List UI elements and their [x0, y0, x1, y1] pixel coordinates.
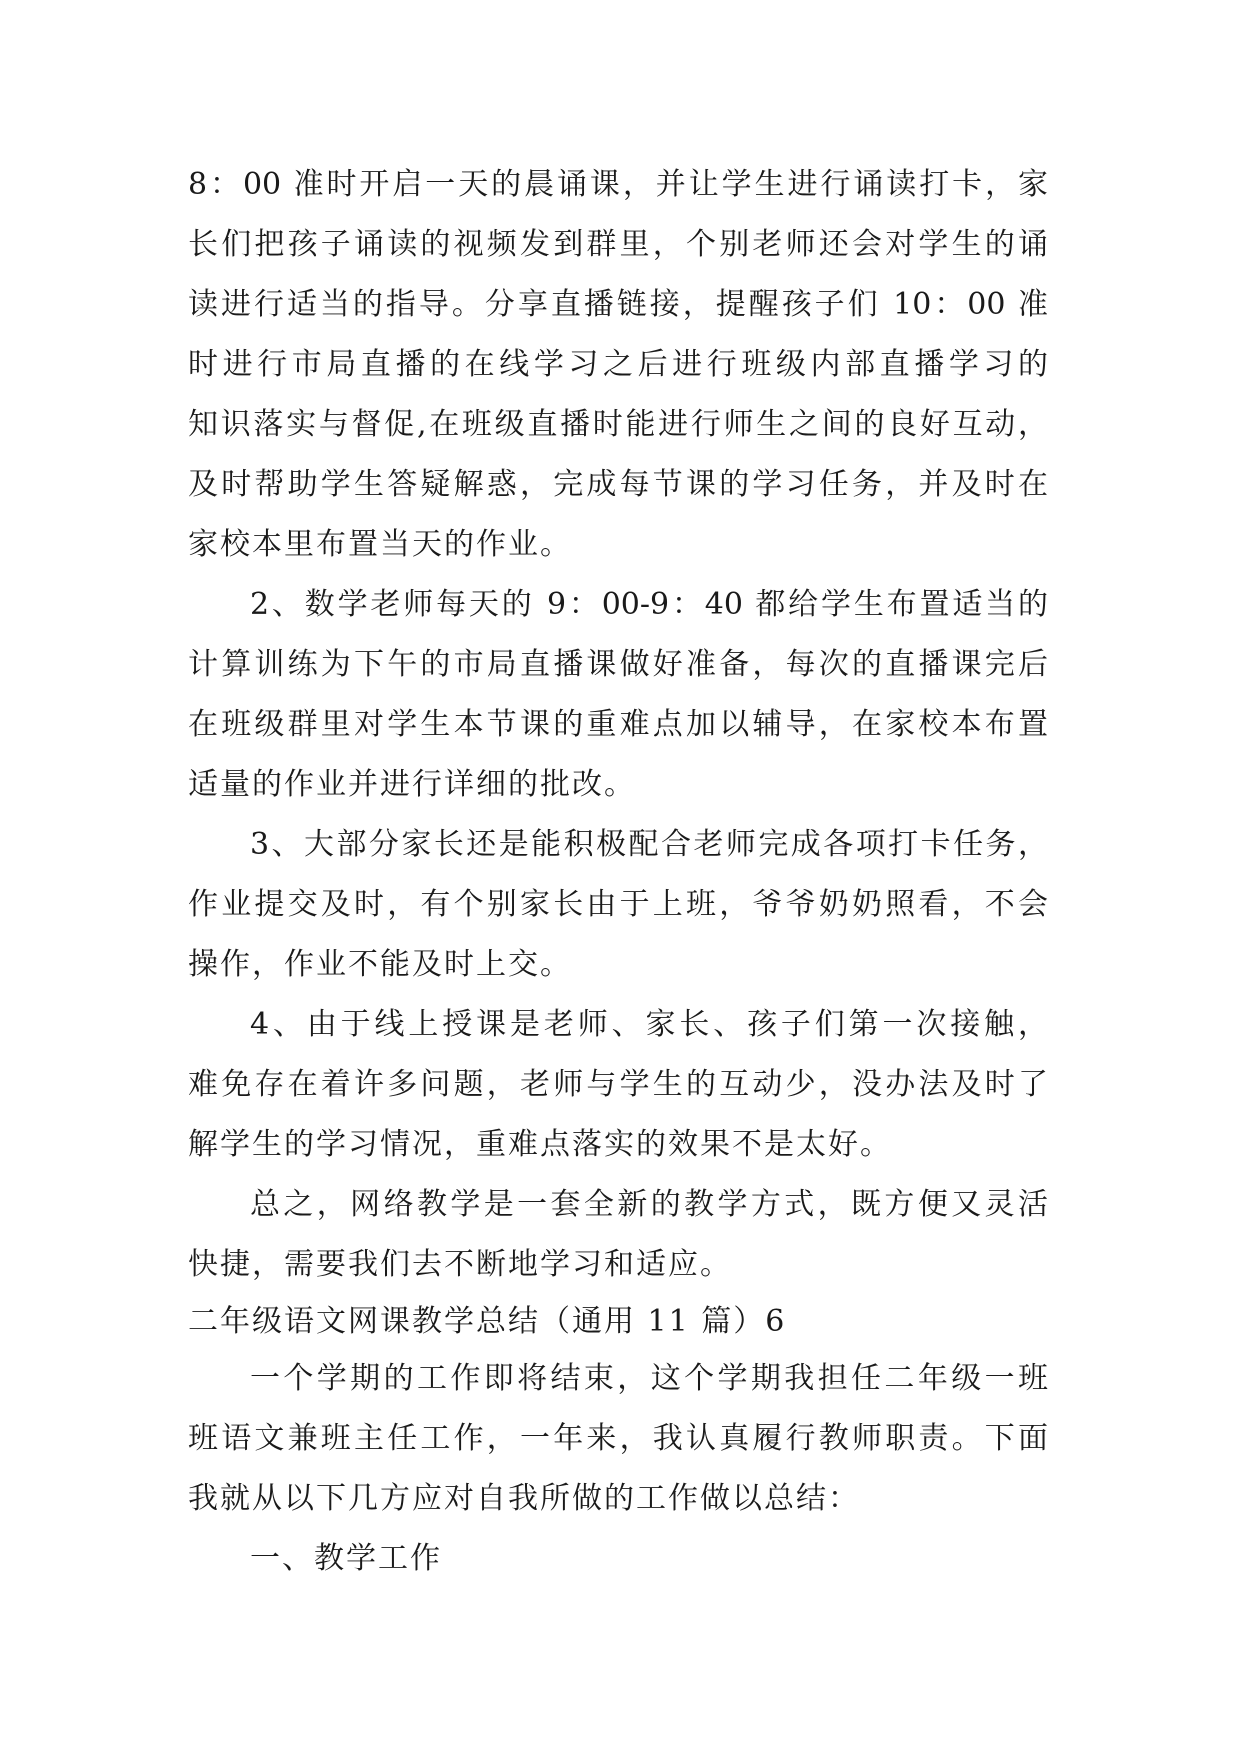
text-line: 难免存在着许多问题，老师与学生的互动少，没办法及时了 [188, 1067, 1048, 1102]
text-line: 总之，网络教学是一套全新的教学方式，既方便又灵活 [250, 1187, 1048, 1222]
paragraph-1 [188, 155, 1048, 575]
text-line: 家校本里布置当天的作业。 [188, 527, 572, 562]
text-line: 我就从以下几方应对自我所做的工作做以总结： [188, 1481, 860, 1516]
paragraph-5 [188, 1175, 1048, 1295]
text-line: 4、由于线上授课是老师、家长、孩子们第一次接触， [250, 1007, 1048, 1042]
section-title: 二年级语文网课教学总结（通用 11 篇）6 [188, 1304, 787, 1339]
text-line: 班语文兼班主任工作，一年来，我认真履行教师职责。下面 [188, 1421, 1048, 1456]
text-line: 操作，作业不能及时上交。 [188, 947, 572, 982]
text-line: 作业提交及时，有个别家长由于上班，爷爷奶奶照看，不会 [188, 887, 1048, 922]
text-line: 长们把孩子诵读的视频发到群里，个别老师还会对学生的诵 [188, 227, 1048, 262]
text-line: 适量的作业并进行详细的批改。 [188, 767, 636, 802]
text-line: 知识落实与督促,在班级直播时能进行师生之间的良好互动， [188, 407, 1048, 442]
text-line: 一个学期的工作即将结束，这个学期我担任二年级一班 [250, 1361, 1048, 1396]
text-line: 2、数学老师每天的 9：00-9：40 都给学生布置适当的 [250, 587, 1048, 622]
document-body [188, 155, 1048, 1589]
text-line: 3、大部分家长还是能积极配合老师完成各项打卡任务， [250, 827, 1048, 862]
text-line: 在班级群里对学生本节课的重难点加以辅导，在家校本布置 [188, 707, 1048, 742]
text-line: 时进行市局直播的在线学习之后进行班级内部直播学习的 [188, 347, 1048, 382]
paragraph-3 [188, 815, 1048, 995]
text-line: 8：00 准时开启一天的晨诵课，并让学生进行诵读打卡，家 [188, 167, 1048, 202]
paragraph-2 [188, 575, 1048, 815]
subheading: 一、教学工作 [250, 1541, 442, 1576]
text-line: 快捷，需要我们去不断地学习和适应。 [188, 1247, 732, 1282]
paragraph-6 [188, 1349, 1048, 1529]
text-line: 读进行适当的指导。分享直播链接，提醒孩子们 10：00 准 [188, 287, 1048, 322]
paragraph-4 [188, 995, 1048, 1175]
text-line: 解学生的学习情况，重难点落实的效果不是太好。 [188, 1127, 892, 1162]
text-line: 及时帮助学生答疑解惑，完成每节课的学习任务，并及时在 [188, 467, 1048, 502]
text-line: 计算训练为下午的市局直播课做好准备，每次的直播课完后 [188, 647, 1048, 682]
